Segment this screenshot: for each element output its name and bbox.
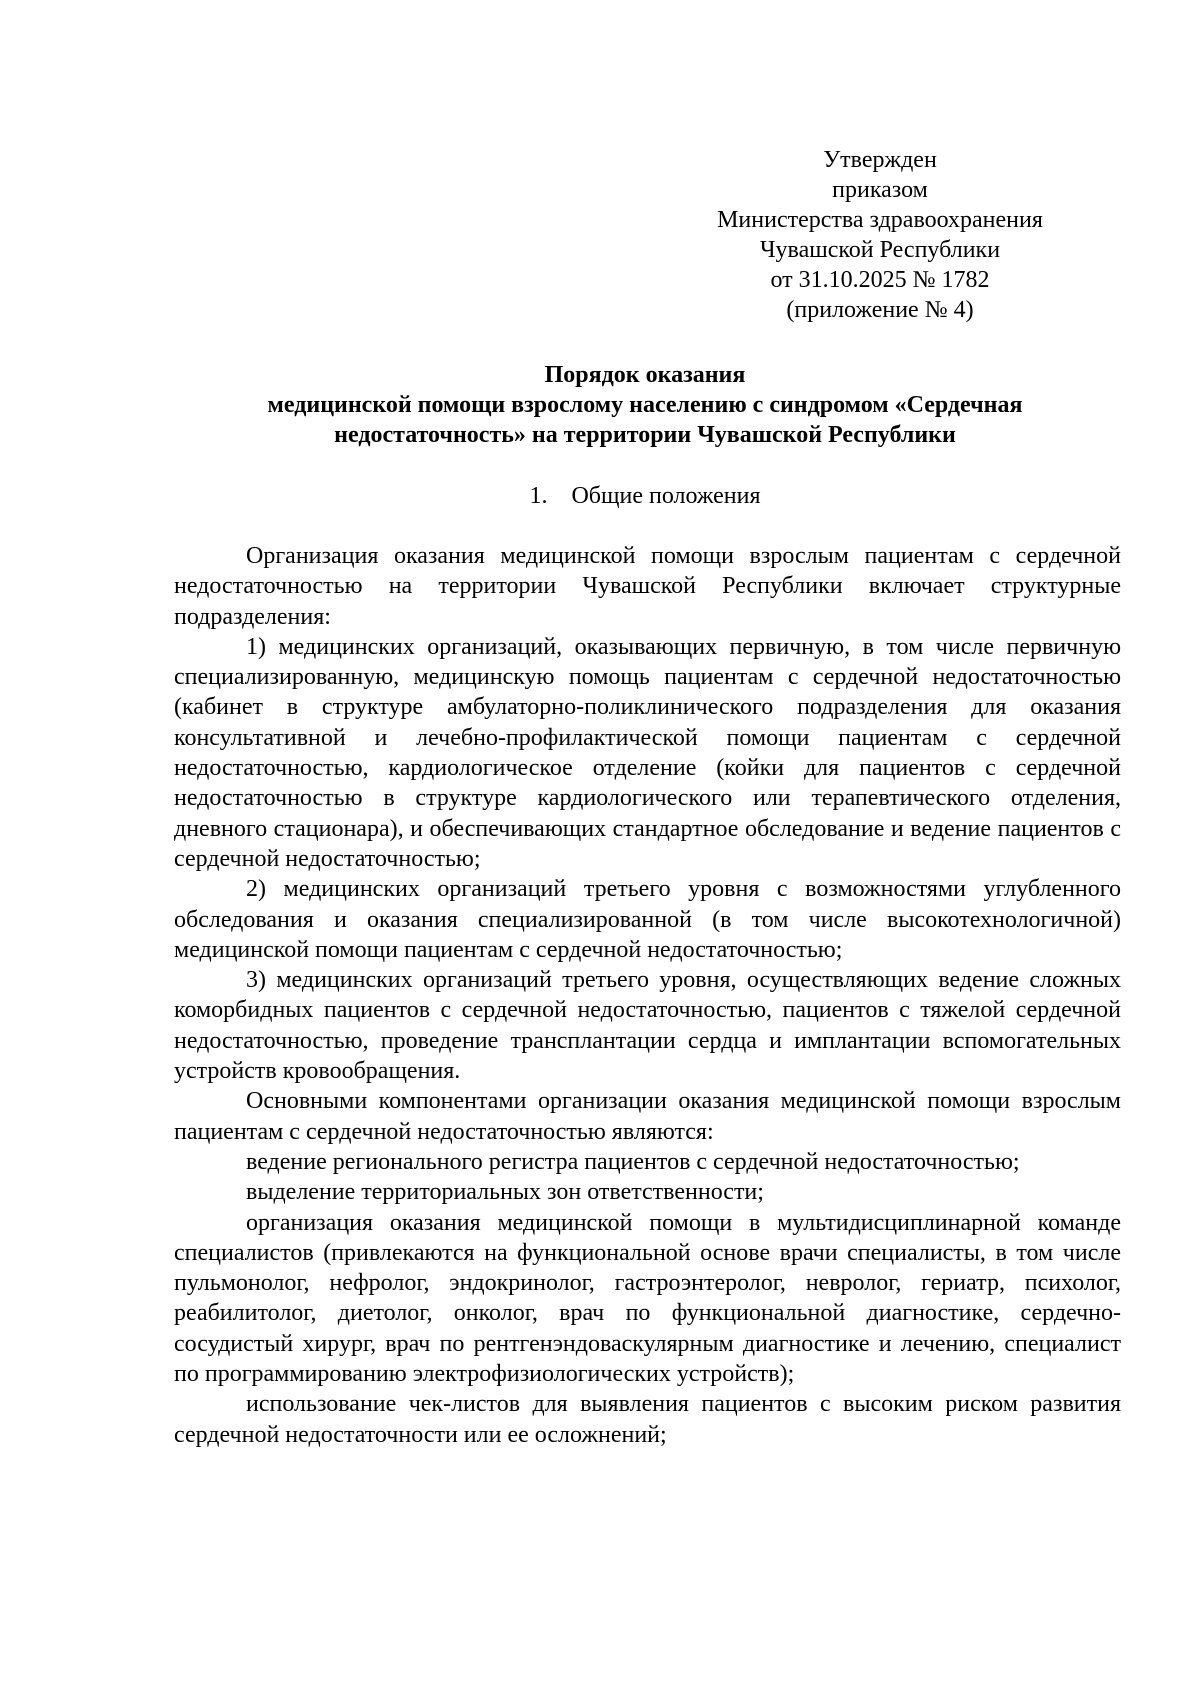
section-number: 1. [529,483,548,509]
paragraph: 1) медицинских организаций, оказывающих первичную, в том числе первичную специализированную, медицинскую помощь пациентам с сердечной недостаточностью (кабинет в структуре амбулаторно-поликлинического подразделения для оказания консультативной и лечебно-профилактической помощи пациентам с сердечной недостаточностью, кардиологическое отделение (койки для пациентов с сердечной недостаточностью в структуре кардиологического или терапевтического отделения, дневного стационара), и обеспечивающих стандартное обследование и ведение пациентов с сердечной недостаточностью; [174,633,1121,872]
approval-line: (приложение № 4) [786,297,974,323]
section-title: Общие положения [571,483,761,509]
paragraph: 2) медицинских организаций третьего уровня с возможностями углубленного обследования и оказания специализированной (в том числе высокотехнологичной) медицинской помощи пациентам с сердечной недостаточностью; [174,876,1121,963]
approval-line: Утвержден [823,147,937,173]
title-line: Порядок оказания [544,362,746,388]
section-heading [170,481,1120,511]
document-title [170,360,1120,450]
paragraph: ведение регионального регистра пациентов с сердечной недостаточностью; [246,1148,1020,1175]
approval-line: приказом [832,177,928,203]
title-line: медицинской помощи взрослому населению с синдромом «Сердечная [267,392,1023,418]
paragraph: Основными компонентами организации оказания медицинской помощи взрослым пациентам с сердечной недостаточностью являются: [174,1088,1121,1145]
title-line: недостаточность» на территории Чувашской Республики [334,422,956,448]
document-body [174,541,1121,1450]
approval-line: Чувашской Республики [759,237,1001,263]
approval-block [680,145,1080,325]
approval-line: от 31.10.2025 № 1782 [770,267,990,293]
paragraph: организация оказания медицинской помощи в мультидисциплинарной команде специалистов (привлекаются на функциональной основе врачи специалисты, в том числе пульмонолог, нефролог, эндокринолог, гастроэнтеролог, невролог, гериатр, психолог, реабилитолог, диетолог, онколог, врач по функциональной диагностике, сердечно-сосудистый хирург, врач по рентгенэндоваскулярным диагностике и лечению, специалист по программированию электрофизиологических устройств); [174,1209,1121,1388]
paragraph: выделение территориальных зон ответственности; [246,1179,764,1206]
paragraph: использование чек-листов для выявления пациентов с высоким риском развития сердечной недостаточности или ее осложнений; [174,1391,1121,1448]
paragraph: Организация оказания медицинской помощи взрослым пациентам с сердечной недостаточностью на территории Чувашской Республики включает структурные подразделения: [174,543,1121,630]
approval-line: Министерства здравоохранения [717,207,1043,233]
paragraph: 3) медицинских организаций третьего уровня, осуществляющих ведение сложных коморбидных пациентов с сердечной недостаточностью, пациентов с тяжелой сердечной недостаточностью, проведение трансплантации сердца и имплантации вспомогательных устройств кровообращения. [174,967,1121,1085]
